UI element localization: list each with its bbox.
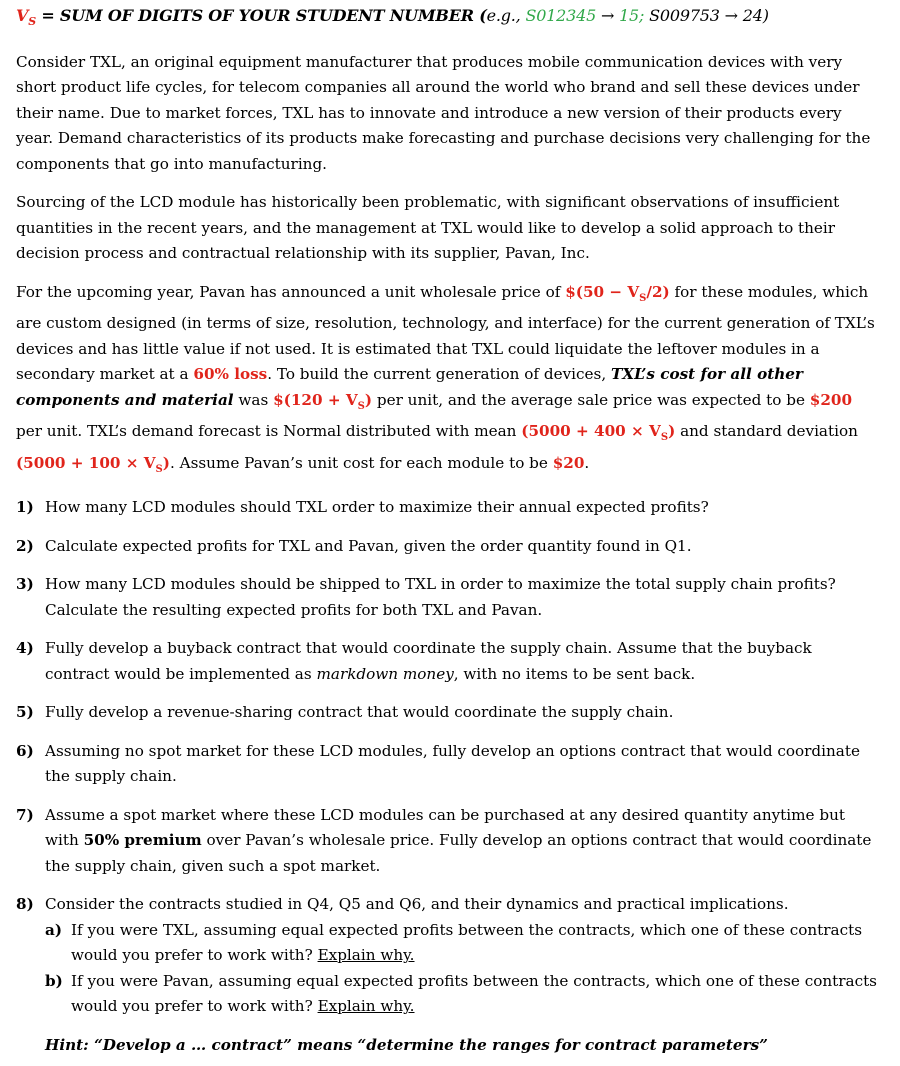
paragraph-pricing: For the upcoming year, Pavan has announced a unit wholesale price of $(50 − $V_S/2$) for these modules, which are custom designed (in terms of size, resolution, technology, and interface) for the current generation of TXL’s devices and has little value if not used. It is estimated that TXL could liquidate the leftover modules in a secondary market at a 60% loss. To build the current generation of devices, TXL’s cost for all other components and material was $(120 + $V_S$) per unit, and the average sale price was expected to be $200 per unit. TXL’s demand forecast is Normal distributed with mean $(5000 + 400 \times V_S)$ and standard deviation $(5000 + 100 \times V_S)$. Assume Pavan’s unit cost for each module to be $20.: [16, 282, 875, 475]
question-7: 7) Assume a spot market where these LCD modules can be purchased at any desired quantity anytime but with 50% premium over Pavan’s wholesale price. Fully develop an options contract that would coordinate the supply chain, given such a spot market.: [16, 805, 872, 875]
unit-cost: $20: [552, 453, 585, 472]
demand-mean: $(5000 + 400 \times V_S)$: [521, 422, 676, 444]
hint-text: Hint: “Develop a … contract” means “determine the ranges for contract parameters”: [45, 1035, 768, 1054]
question-5: 5) Fully develop a revenue-sharing contract that would coordinate the supply chain.: [16, 703, 674, 722]
demand-sd: $(5000 + 100 \times V_S)$: [16, 453, 170, 475]
sale-price: $200: [809, 390, 853, 409]
paragraph-intro: Consider TXL, an original equipment manufacturer that produces mobile communication devices with very short product life cycles, for telecom companies all around the world who brand and sell these devices under their name. Due to market forces, TXL has to innovate and introduce a new version of their products every year. Demand characteristics of its products make forecasting and purchase decisions very challenging for the components that go into manufacturing.: [16, 52, 871, 173]
question-6: 6) Assuming no spot market for these LCD modules, fully develop an options contract that would coordinate the supply chain.: [16, 741, 860, 786]
question-8a: a) If you were TXL, assuming equal expected profits between the contracts, which one of these contracts would you prefer to work with? Explain why.: [45, 920, 862, 965]
question-4: 4) Fully develop a buyback contract that would coordinate the supply chain. Assume that the buyback contract would be implemented as markdown money, with no items to be sent back.: [16, 639, 812, 683]
question-3: 3) How many LCD modules should be shipped to TXL in order to maximize the total supply chain profits? Calculate the resulting expected profits for both TXL and Pavan.: [16, 575, 836, 619]
paragraph-sourcing: Sourcing of the LCD module has historically been problematic, with significant observations of insufficient quantities in the recent years, and the management at TXL would like to develop a solid approach to their decision process and contractual relationship with its supplier, Pavan, Inc.: [16, 193, 840, 263]
question-8b: b) If you were Pavan, assuming equal expected profits between the contracts, which one of these contracts would you prefer to work with? Explain why.: [45, 971, 877, 1016]
page-title: $V_S$ = SUM OF DIGITS OF YOUR STUDENT NUMBER (e.g., S012345 → 15; S009753 → 24): [16, 6, 769, 29]
question-2: 2) Calculate expected profits for TXL and Pavan, given the order quantity found in Q1.: [16, 536, 692, 555]
question-8: 8) Consider the contracts studied in Q4, Q5 and Q6, and their dynamics and practical implications. a) If you were TXL, assuming equal expected profits between the contracts, which one of these contracts would you prefer to work with? Explain why. b) If you were Pavan, assuming equal expected profits between the contracts, which one of these contracts would you prefer to work with? Explain why.: [16, 892, 880, 1020]
question-1: 1) How many LCD modules should TXL order to maximize their annual expected profits?: [16, 498, 709, 517]
explain-why-8b: Explain why.: [317, 997, 415, 1016]
wholesale-price: $(50 − $V_S/2$): [565, 282, 670, 304]
liquidation-loss: 60% loss: [193, 365, 268, 384]
example-2: S009753: [649, 6, 720, 25]
component-cost: $(120 + $V_S$): [273, 390, 373, 412]
vs-symbol: $V_S$: [16, 6, 36, 29]
cost-label: TXL’s cost for all other components and material: [16, 365, 803, 409]
result-2: 24): [742, 6, 769, 25]
explain-why-8a: Explain why.: [317, 946, 415, 965]
result-1: 15;: [619, 6, 650, 25]
example-1: S012345: [525, 6, 597, 25]
